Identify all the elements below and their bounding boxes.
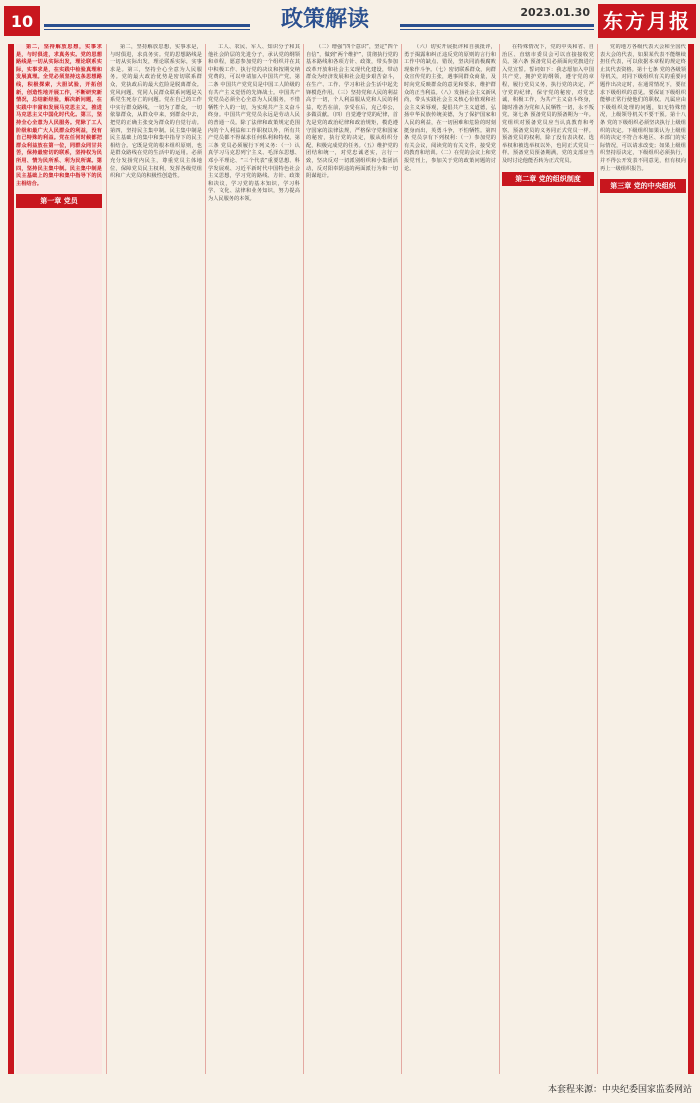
column-7	[600, 44, 686, 1074]
column-divider	[106, 44, 107, 1074]
column-divider	[205, 44, 206, 1074]
column-divider	[401, 44, 402, 1074]
column-4	[306, 44, 398, 1074]
issue-date: 2023.01.30	[520, 6, 590, 19]
column-text: （二）增强“四个意识”，坚定“四个自信”，做到“两个维护”，贯彻执行党的基本路线和各项方针、政策，带头参加改革开放和社会主义现代化建设，带动群众为经济发展和社会进步艰苦奋斗，在生产、工作、学习和社会生活中起先锋模范作用。（三）坚持党和人民的利益高于一切，个人利益服从党和人民的利益，吃苦在前，享受在后，克己奉公，多做贡献。（四）自觉遵守党的纪律，首先是党的政治纪律和政治规矩，模范遵守国家的法律法规，严格保守党和国家的秘密，执行党的决定，服从组织分配，积极完成党的任务。（五）维护党的团结和统一，对党忠诚老实，言行一致，坚决反对一切派别组织和小集团活动，反对阳奉阴违的两面派行为和一切阴谋诡计。	[306, 44, 398, 180]
column-3	[208, 44, 300, 1074]
right-red-bar	[688, 44, 694, 1074]
left-red-bar	[8, 44, 14, 1074]
column-divider	[499, 44, 500, 1074]
column-1	[16, 44, 102, 1074]
column-text: 第二，坚持解放思想，实事求是，与时俱进，求真务实。党的思想路线是一切从实际出发，理论联系实际，实事求是，在实践中检验真理和发展真理。全党必须坚持这条思想路线，积极探索，大胆试验，开拓创新，创造性地开展工作，不断研究新情况，总结新经验，解决新问题，在实践中丰富和发展马克思主义，推进马克思主义中国化时代化。第三，坚持全心全意为人民服务。党除了工人阶级和最广大人民群众的利益，没有自己特殊的利益。党在任何时候都把群众利益放在第一位，同群众同甘共苦，保持最密切的联系，坚持权为民所用、情为民所系、利为民所谋。第四，坚持民主集中制。民主集中制是民主基础上的集中和集中指导下的民主相结合。	[16, 44, 102, 187]
column-text: 第二，坚持解放思想，实事求是，与时俱进，求真务实。党的思想路线是一切从实际出发，理论联系实际，实事求是。第三，坚持全心全意为人民服务。党的最大政治优势是密切联系群众，党执政后的最大危险是脱离群众。党风问题、党同人民群众联系问题是关系党生死存亡的问题。党在自己的工作中实行群众路线，一切为了群众，一切依靠群众，从群众中来，到群众中去，把党的正确主张变为群众的自觉行动。第四，坚持民主集中制。民主集中制是民主基础上的集中和集中指导下的民主相结合。它既是党的根本组织原则，也是群众路线在党的生活中的运用。必须充分发扬党内民主，尊重党员主体地位，保障党员民主权利，发挥各级党组织和广大党员的积极性创造性。	[110, 44, 202, 180]
article-columns	[8, 44, 694, 1074]
chapter-heading: 第三章 党的中央组织	[600, 179, 686, 193]
column-text: （六）切实开展批评和自我批评，勇于揭露和纠正违反党的原则的言行和工作中的缺点、错误，坚决同消极腐败现象作斗争。（七）密切联系群众，向群众宣传党的主张，遇事同群众商量，及时向党反映群众的意见和要求，维护群众的正当利益。（八）发扬社会主义新风尚，带头实践社会主义核心价值观和社会主义荣辱观，提倡共产主义道德，弘扬中华民族传统美德，为了保护国家和人民的利益，在一切困难和危险的时刻挺身而出，英勇斗争，不怕牺牲。第四条 党员享有下列权利：（一）参加党的有关会议，阅读党的有关文件，接受党的教育和培训。（二）在党的会议上和党报党刊上，参加关于党的政策问题的讨论。	[404, 44, 496, 172]
column-text: 工人、农民、军人、知识分子和其他社会阶层的先进分子，承认党的纲领和章程，愿意参加党的一个组织并在其中积极工作、执行党的决议和按期交纳党费的，可以申请加入中国共产党。第二条 中国共产党党员是中国工人阶级的有共产主义觉悟的先锋战士。中国共产党党员必须全心全意为人民服务，不惜牺牲个人的一切，为实现共产主义奋斗终身。中国共产党党员永远是劳动人民的普通一员。除了法律和政策规定范围内的个人利益和工作职权以外，所有共产党员都不得谋求任何私利和特权。第三条 党员必须履行下列义务：（一）认真学习马克思列宁主义、毛泽东思想、邓小平理论、“三个代表”重要思想、科学发展观、习近平新时代中国特色社会主义思想，学习党的路线、方针、政策和决议，学习党的基本知识，学习科学、文化、法律和业务知识，努力提高为人民服务的本领。	[208, 44, 300, 202]
column-text: 在特殊情况下，党的中央和省、自治区、直辖市委员会可以直接接收党员。第六条 预备党员必须面向党旗进行入党宣誓。誓词如下：我志愿加入中国共产党，拥护党的纲领，遵守党的章程，履行党员义务，执行党的决定，严守党的纪律，保守党的秘密，对党忠诚，积极工作，为共产主义奋斗终身，随时准备为党和人民牺牲一切，永不叛党。第七条 预备党员的预备期为一年。党组织对预备党员应当认真教育和考察。预备党员的义务同正式党员一样。预备党员的权利，除了没有表决权、选举权和被选举权以外，也同正式党员一样。预备党员预备期满，党的支部应当及时讨论他能否转为正式党员。	[502, 44, 594, 164]
page-footer	[0, 1080, 700, 1103]
chapter-heading: 第一章 党员	[16, 194, 102, 208]
column-divider	[303, 44, 304, 1074]
column-6	[502, 44, 594, 1074]
column-5	[404, 44, 496, 1074]
source-note: 本套程来源：中央纪委国家监委网站	[547, 1085, 692, 1095]
masthead: 东方月报	[598, 4, 696, 38]
section-title: 政策解读	[250, 4, 400, 34]
page-number: 10	[4, 6, 40, 36]
page-header	[0, 0, 700, 42]
column-2	[110, 44, 202, 1074]
column-text: 党的地方各级代表大会和全国代表大会的代表，如果某代表不能继续担任代表，可以依据本章程的规定终止其代表资格。第十七条 党的各级领导机关，对同下级组织有关的重要问题作出决定时，在通常情况下，要征求下级组织的意见。要保证下级组织能够正常行使他们的职权。凡属应由下级组织处理的问题，如无特殊情况，上级领导机关不要干预。第十八条 党的下级组织必须坚决执行上级组织的决定。下级组织如果认为上级组织的决定不符合本地区、本部门的实际情况，可以请求改变；如果上级组织坚持原决定，下级组织必须执行，并不得公开发表不同意见，但有权向再上一级组织报告。	[600, 44, 686, 172]
chapter-heading: 第二章 党的组织制度	[502, 172, 594, 186]
column-divider	[597, 44, 598, 1074]
